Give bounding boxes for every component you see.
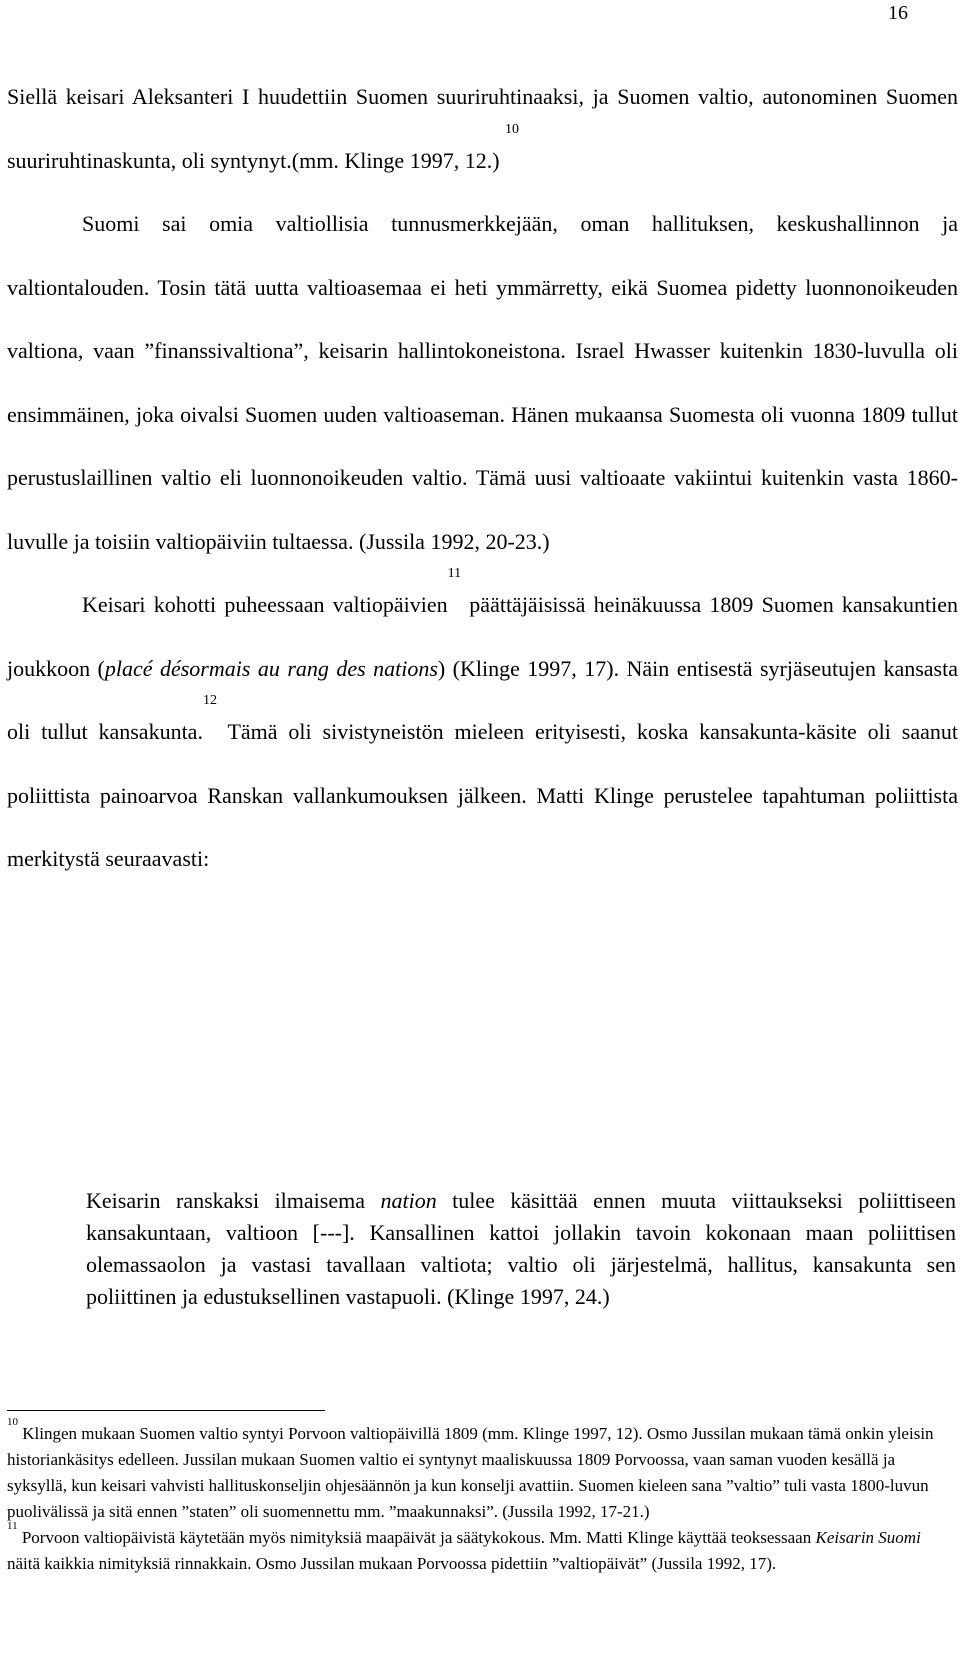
paragraph-3-text-c: ) (Klinge 1997, 17). Näin entisestä syrjäseutujen kansasta oli tullut kansakunta.: [7, 655, 958, 744]
paragraph-2: Suomi sai omia valtiollisia tunnusmerkkejään, oman hallituksen, keskushallinnon ja valtiontalouden. Tosin tätä uutta valtioasemaa ei heti ymmärretty, eikä Suomea pidetty luonnonoikeuden valtiona, vaan ”finanssivaltiona”, keisarin hallintokoneistona. Israel Hwasser kuitenkin 1830-luvulla oli ensimmäinen, joka oivalsi Suomen uuden valtioaseman. Hänen mukaansa Suomesta oli vuonna 1809 tullut perustuslaillinen valtio eli luonnonoikeuden valtio. Tämä uusi valtioaate vakiintui kuitenkin vasta 1860-luvulle ja toisiin valtiopäiviin tultaessa. (Jussila 1992, 20-23.): [7, 211, 958, 554]
footnote-11-text-a: Porvoon valtiopäivistä käytetään myös nimityksiä maapäivät ja säätykokous. Mm. Matti Klinge käyttää teoksessaan: [17, 1528, 816, 1547]
footnote-ref-12: 12: [202, 693, 217, 708]
french-phrase: placé désormais au rang des nations: [104, 655, 438, 681]
footnote-10-number: 10: [7, 1416, 18, 1428]
paragraph-3: [7, 566, 959, 891]
quote-text-a: Keisarin ranskaksi ilmaisema: [86, 1188, 381, 1213]
footnotes: [7, 1416, 958, 1577]
quote-italic-word: nation: [380, 1188, 437, 1213]
quote-text-b: tulee käsittää ennen muuta viittaukseksi poliittiseen kansakuntaan, valtioon [---]. Kansallinen kattoi jollakin tavoin kokonaan maan poliittisen olemassaolon ja vastasi tavallaan valtiota; valtio oli järjestelmä, hallitus, kansakunta sen poliittinen ja edustuksellinen vastapuoli. (Klinge 1997, 24.): [86, 1188, 956, 1309]
footnote-10-text: Klingen mukaan Suomen valtio syntyi Porvoon valtiopäivillä 1809 (mm. Klinge 1997, 12). Osmo Jussilan mukaan tämä onkin yleisin historiankäsitys edelleen. Jussilan mukaan Suomen valtio ei syntynyt maaliskuussa 1809 Porvoossa, vaan saman vuoden kesällä ja syksyllä, kun keisari vahvisti hallituskonseljin ohjesäännön ja kun konselji avattiin. Suomen kieleen sana ”valtio” tuli vasta 1800-luvun puolivälissä ja sitä ennen ”staten” oli suomennettu mm. ”maakunnaksi”. (Jussila 1992, 17-21.): [7, 1424, 934, 1521]
footnote-11-book-title: Keisarin Suomi: [815, 1528, 921, 1547]
paragraph-3-text-a: Keisari kohotti puheessaan valtiopäivien: [82, 592, 448, 617]
footnote-10: [7, 1416, 958, 1525]
page-number: 16: [888, 2, 908, 24]
paragraph-1-text: Siellä keisari Aleksanteri I huudettiin Suomen suuriruhtinaaksi, ja Suomen valtio, autonominen Suomen suuriruhtinaskunta, oli syntynyt.(mm. Klinge 1997, 12.): [7, 84, 958, 173]
paragraph-1: [7, 65, 958, 192]
footnote-ref-11: 11: [447, 566, 462, 581]
footnote-11: [7, 1520, 958, 1577]
footnote-11-number: 11: [7, 1520, 18, 1532]
footnote-divider: [7, 1410, 325, 1411]
footnote-ref-10: 10: [505, 121, 520, 137]
paragraph-3-text-d: Tämä oli sivistyneistön mieleen erityisesti, koska kansakunta-käsite oli saanut poliittista painoarvoa Ranskan vallankumouksen jälkeen. Matti Klinge perustelee tapahtuman poliittista merkitystä seuraavasti:: [7, 719, 958, 871]
body-text: [7, 65, 958, 891]
block-quote: [86, 1185, 956, 1313]
footnote-11-text-b: näitä kaikkia nimityksiä rinnakkain. Osmo Jussilan mukaan Porvoossa pidettiin ”valtiopäivät” (Jussila 1992, 17).: [7, 1554, 777, 1573]
paragraph-3-text-b: päättäjäisissä heinäkuussa 1809 Suomen kansakuntien joukkoon (: [7, 592, 959, 681]
